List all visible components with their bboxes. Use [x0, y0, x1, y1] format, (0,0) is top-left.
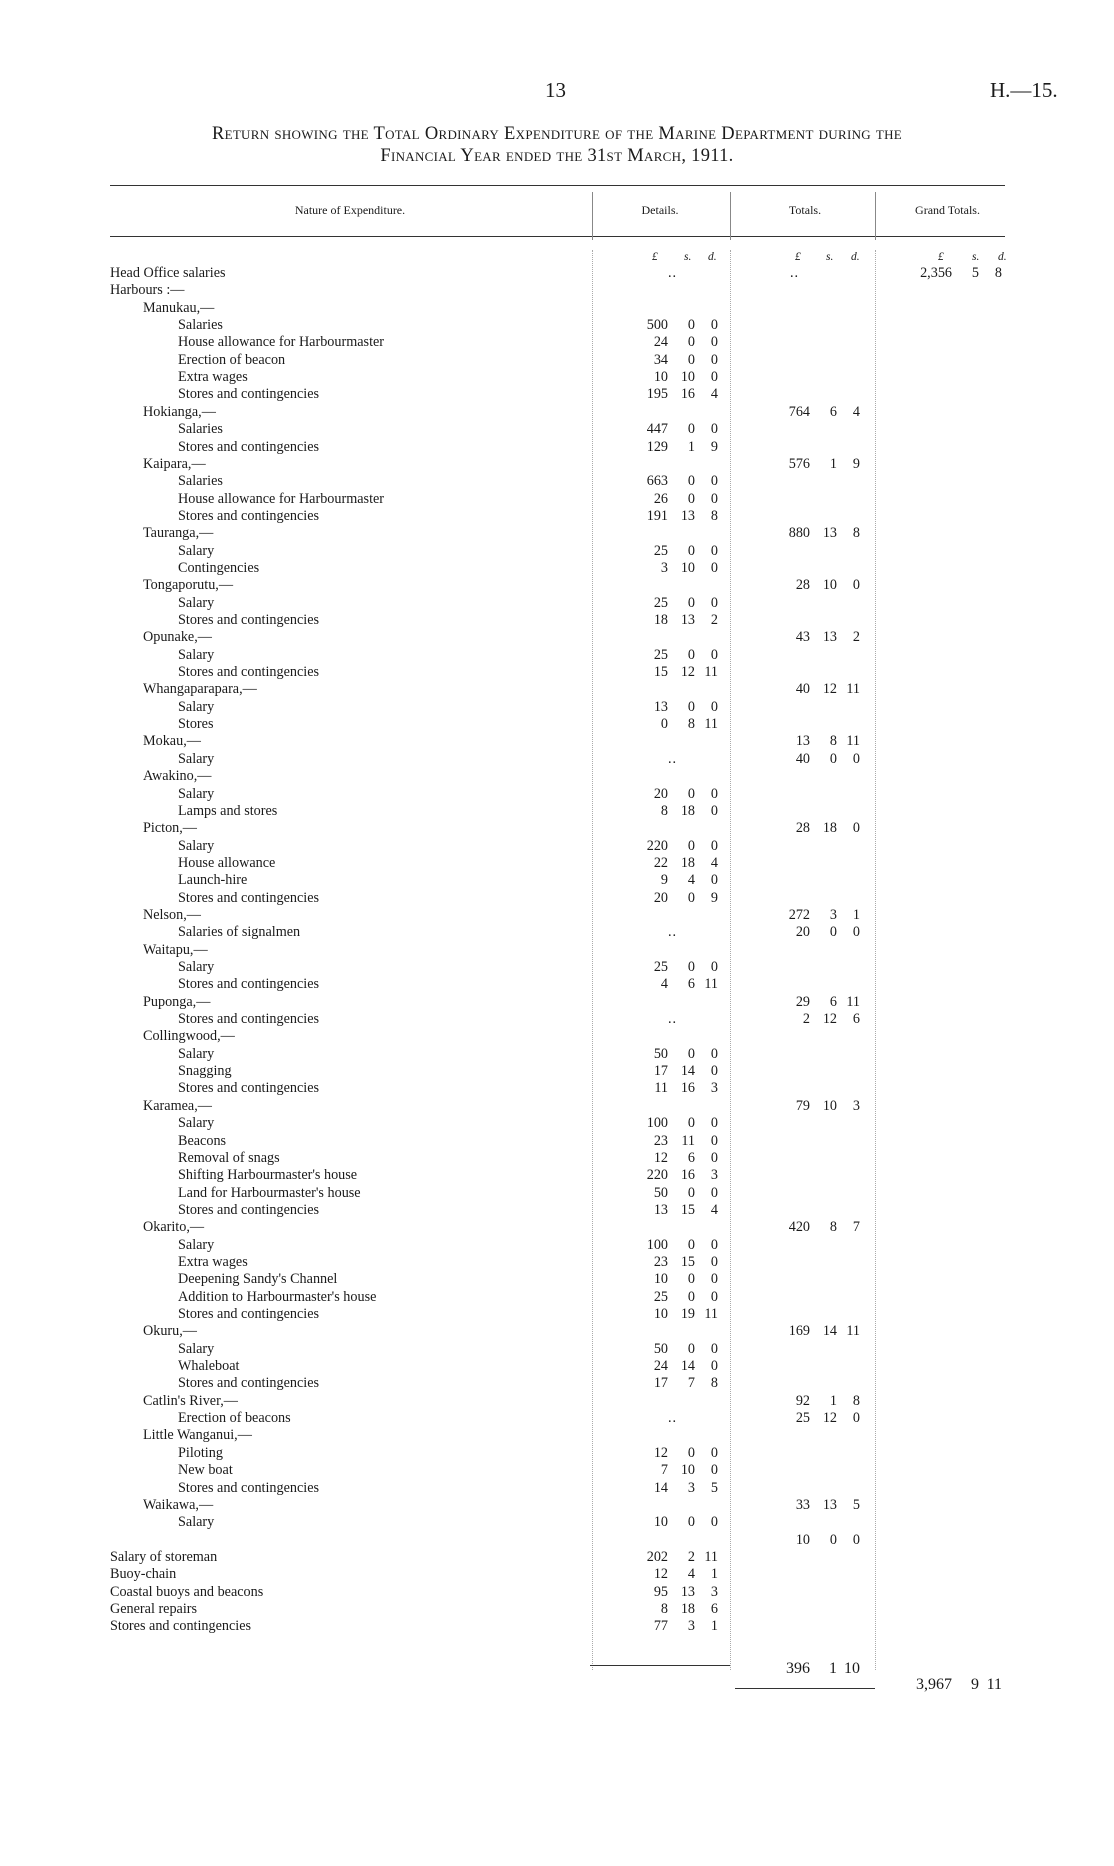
row-label: Salary [178, 959, 215, 975]
table-row [0, 959, 1114, 976]
table-row [0, 1445, 1114, 1462]
page-number: 13 [545, 78, 566, 102]
details-amount: 22 18 4 [653, 854, 718, 871]
table-row [0, 1306, 1114, 1323]
details-amount: 9 4 0 [660, 872, 718, 889]
column-guide-line [875, 250, 876, 1670]
row-label: Mokau,— [143, 733, 201, 750]
row-label: Little Wanganui,— [143, 1427, 252, 1444]
row-label: Contingencies [178, 559, 260, 576]
row-label: Stores and contingencies [178, 1201, 320, 1218]
row-label: Stores and contingencies [178, 1011, 320, 1028]
row-label: Waikawa,— [143, 1496, 214, 1513]
row-label: Salary [178, 646, 215, 663]
row-label: Extra wages [178, 1253, 248, 1270]
table-row [0, 300, 1114, 317]
table-row [0, 1254, 1114, 1271]
table-row [0, 456, 1114, 473]
row-label: Puponga,— [143, 993, 211, 1010]
row-label: Salary [178, 1340, 215, 1357]
details-amount: 100 0 0 [646, 1115, 718, 1132]
table-row [0, 1584, 1114, 1601]
table-row [0, 1480, 1114, 1497]
row-label: Snagging [178, 1063, 232, 1080]
row-label: Stores and contingencies [178, 507, 320, 524]
table-row [0, 1046, 1114, 1063]
row-label: Launch-hire [178, 872, 248, 889]
details-amount: 500 0 0 [646, 317, 718, 334]
details-amount: 25 0 0 [653, 646, 718, 663]
table-row [0, 1566, 1114, 1583]
table-row [0, 907, 1114, 924]
totals-amount: 25 12 0 [795, 1410, 860, 1427]
table-top-rule [110, 185, 1005, 186]
title-line-1: Return showing the Total Ordinary Expenditure of the Marine Department during the [211, 124, 903, 144]
table-row [0, 612, 1114, 629]
details-amount: 77 3 1 [653, 1618, 718, 1635]
details-pence-sign: d. [708, 251, 717, 263]
details-amount: 10 0 0 [653, 1514, 718, 1531]
table-row [0, 1150, 1114, 1167]
column-header-totals: Totals. [788, 203, 822, 217]
table-row [0, 473, 1114, 490]
totals-amount: 40 12 11 [795, 681, 860, 698]
table-row [0, 1323, 1114, 1340]
table-row [0, 1601, 1114, 1618]
table-row [0, 716, 1114, 733]
row-label: Stores and contingencies [178, 386, 320, 403]
column-guide-line [730, 250, 731, 1670]
table-row [0, 1237, 1114, 1254]
details-amount: 129 1 9 [646, 438, 718, 455]
details-shilling-sign: s. [684, 251, 692, 263]
table-row [0, 1393, 1114, 1410]
row-label: Waitapu,— [143, 941, 208, 958]
row-label: Stores and contingencies [178, 1080, 320, 1097]
table-row [0, 1098, 1114, 1115]
totals-placeholder: .. [790, 265, 800, 281]
table-row [0, 1185, 1114, 1202]
totals-shilling-sign: s. [826, 251, 834, 263]
table-row [0, 1115, 1114, 1132]
totals-amount: 272 3 1 [788, 906, 860, 923]
details-placeholder: .. [668, 1011, 678, 1028]
row-label: Buoy-chain [110, 1566, 177, 1583]
totals-amount: 764 6 4 [788, 403, 860, 420]
row-label: Addition to Harbourmaster's house [178, 1288, 377, 1305]
table-row [0, 872, 1114, 889]
details-pound-sign: £ [652, 251, 658, 263]
table-row [0, 352, 1114, 369]
table-row [0, 1289, 1114, 1306]
details-amount: 50 0 0 [653, 1340, 718, 1357]
table-row [0, 1375, 1114, 1392]
details-amount: 25 0 0 [653, 542, 718, 559]
details-amount: 23 15 0 [653, 1253, 718, 1270]
details-amount: 0 8 11 [660, 716, 718, 733]
row-label: Stores and contingencies [178, 1306, 320, 1322]
table-row [0, 890, 1114, 907]
details-amount: 12 0 0 [653, 1444, 718, 1461]
table-row [0, 1618, 1114, 1635]
row-label: Beacons [178, 1132, 227, 1149]
totals-amount: 10 0 0 [795, 1531, 860, 1548]
table-row [0, 439, 1114, 456]
totals-amount: 169 14 11 [788, 1323, 860, 1340]
row-label: Stores and contingencies [178, 612, 320, 628]
column-header-nature: Nature of Expenditure. [294, 203, 406, 217]
totals-amount: 79 10 3 [795, 1097, 860, 1114]
column-guide-line [592, 250, 593, 1670]
table-row [0, 595, 1114, 612]
row-label: Salaries [178, 473, 223, 490]
row-label: Coastal buoys and beacons [110, 1583, 264, 1600]
row-label: Stores and contingencies [178, 664, 320, 681]
details-amount: 34 0 0 [653, 351, 718, 368]
table-row [0, 386, 1114, 403]
row-label: Stores and contingencies [110, 1618, 252, 1635]
details-amount: 95 13 3 [653, 1583, 718, 1600]
row-label: General repairs [110, 1600, 198, 1617]
details-placeholder: .. [668, 924, 678, 941]
totals-amount: 576 1 9 [788, 455, 860, 472]
row-label: Salaries [178, 317, 223, 334]
totals-amount: 13 8 11 [795, 733, 860, 750]
row-label: Kaipara,— [143, 455, 206, 472]
grand-pound-sign: £ [938, 251, 944, 263]
row-label: Whaleboat [178, 1358, 240, 1375]
row-label: Opunake,— [143, 629, 212, 646]
totals-amount: 28 18 0 [795, 820, 860, 837]
row-label: Salary [178, 1514, 215, 1531]
details-amount: 3 10 0 [660, 559, 718, 576]
grand-pence-sign: d. [998, 251, 1007, 263]
table-row [0, 1549, 1114, 1566]
totals-pence-sign: d. [851, 251, 860, 263]
table-row [0, 560, 1114, 577]
table-row [0, 629, 1114, 646]
details-placeholder: .. [668, 265, 678, 281]
row-label: Stores and contingencies [178, 889, 320, 906]
column-divider-totals [730, 192, 731, 240]
row-label: Salary [178, 837, 215, 854]
row-label: Manukau,— [143, 299, 215, 316]
row-label: Salaries [178, 421, 223, 438]
row-label: Salary [178, 750, 215, 767]
table-row [0, 768, 1114, 785]
table-row [0, 924, 1114, 941]
row-label: House allowance for Harbourmaster [178, 334, 385, 351]
details-amount: 26 0 0 [653, 490, 718, 507]
details-amount: 24 14 0 [653, 1358, 718, 1375]
totals-amount: 92 1 8 [795, 1392, 860, 1409]
totals-amount: 28 10 0 [795, 577, 860, 594]
totals-amount: 33 13 5 [795, 1496, 860, 1513]
details-amount: 195 16 4 [646, 386, 718, 403]
row-label: Stores and contingencies [178, 1479, 320, 1496]
table-row [0, 577, 1114, 594]
row-label: Erection of beacon [178, 351, 286, 368]
table-row [0, 1271, 1114, 1288]
row-label: Okuru,— [143, 1323, 197, 1340]
row-label: Stores and contingencies [178, 1375, 320, 1392]
table-row [0, 1167, 1114, 1184]
table-row [0, 1202, 1114, 1219]
column-divider-grand [875, 192, 876, 240]
paper-reference: H.—15. [990, 78, 1058, 102]
details-amount: 17 14 0 [653, 1063, 718, 1080]
details-amount: 10 0 0 [653, 1271, 718, 1288]
row-label: Hokianga,— [143, 403, 216, 420]
details-amount: 20 0 9 [653, 889, 718, 906]
details-amount: 10 19 11 [653, 1306, 718, 1322]
table-row [0, 265, 1114, 282]
table-row [0, 681, 1114, 698]
table-row [0, 508, 1114, 525]
table-row [0, 647, 1114, 664]
row-label: Collingwood,— [143, 1028, 235, 1045]
details-amount: 12 4 1 [653, 1566, 718, 1583]
column-header-details: Details. [641, 203, 679, 217]
title-line-2: Financial Year ended the 31st March, 1911. [380, 146, 734, 166]
column-header-grand-totals: Grand Totals. [915, 203, 980, 217]
details-final-rule [590, 1665, 730, 1666]
row-label: House allowance [178, 854, 276, 871]
table-row [0, 369, 1114, 386]
details-amount: 13 15 4 [653, 1201, 718, 1218]
row-label: Salary [178, 542, 215, 559]
totals-amount: 40 0 0 [795, 750, 860, 767]
details-amount: 15 12 11 [653, 664, 718, 681]
table-row [0, 491, 1114, 508]
row-label: Picton,— [143, 820, 197, 837]
details-amount: 11 16 3 [654, 1080, 718, 1097]
row-label: Salaries of signalmen [178, 924, 301, 941]
table-row [0, 664, 1114, 681]
details-amount: 8 18 0 [660, 802, 718, 819]
row-label: House allowance for Harbourmaster [178, 490, 385, 507]
row-label: Tauranga,— [143, 525, 214, 542]
details-amount: 25 0 0 [653, 594, 718, 611]
totals-amount: 20 0 0 [795, 924, 860, 941]
row-label: Okarito,— [143, 1219, 205, 1236]
grand-total-amount: 2,356 5 8 [920, 265, 1002, 281]
table-row [0, 942, 1114, 959]
details-placeholder: .. [668, 1410, 678, 1427]
table-row [0, 525, 1114, 542]
details-amount: 191 13 8 [646, 507, 718, 524]
table-row [0, 282, 1114, 299]
table-row [0, 1427, 1114, 1444]
details-amount: 10 10 0 [653, 369, 718, 386]
details-amount: 447 0 0 [646, 421, 718, 438]
details-amount: 18 13 2 [653, 612, 718, 628]
final-totals-amount: 396 1 10 [786, 1660, 860, 1677]
table-row [0, 317, 1114, 334]
details-amount: 100 0 0 [646, 1236, 718, 1253]
row-label: Salary [178, 785, 215, 802]
table-row [0, 786, 1114, 803]
details-amount: 20 0 0 [653, 785, 718, 802]
details-amount: 25 0 0 [653, 1288, 718, 1305]
table-row [0, 699, 1114, 716]
row-label: Head Office salaries [110, 265, 226, 281]
table-row [0, 1063, 1114, 1080]
totals-amount: 2 12 6 [802, 1011, 860, 1028]
table-row [0, 334, 1114, 351]
row-label: Salary [178, 594, 215, 611]
table-row [0, 976, 1114, 993]
row-label: Nelson,— [143, 906, 201, 923]
details-amount: 17 7 8 [653, 1375, 718, 1392]
totals-pound-sign: £ [795, 251, 801, 263]
details-placeholder: .. [668, 750, 678, 767]
row-label: Whangaparapara,— [143, 681, 257, 698]
table-row [0, 820, 1114, 837]
row-label: Awakino,— [143, 768, 212, 785]
row-label: Piloting [178, 1444, 223, 1461]
row-label: Stores and contingencies [178, 438, 320, 455]
column-divider-details [592, 192, 593, 240]
details-amount: 23 11 0 [653, 1132, 718, 1149]
row-label: Erection of beacons [178, 1410, 291, 1427]
details-amount: 12 6 0 [653, 1149, 718, 1166]
details-amount: 14 3 5 [653, 1479, 718, 1496]
row-label: Salary [178, 698, 215, 715]
details-amount: 663 0 0 [646, 473, 718, 490]
details-amount: 4 6 11 [660, 976, 718, 993]
row-label: Harbours :— [110, 282, 185, 299]
table-row [0, 1462, 1114, 1479]
table-row [0, 803, 1114, 820]
totals-amount: 29 6 11 [795, 993, 860, 1010]
final-grand-total-amount: 3,967 9 11 [916, 1676, 1002, 1693]
table-row [0, 1497, 1114, 1514]
row-label: Salary [178, 1115, 215, 1132]
table-row [0, 421, 1114, 438]
totals-amount: 880 13 8 [788, 525, 860, 542]
details-amount: 7 10 0 [660, 1462, 718, 1479]
table-row [0, 733, 1114, 750]
row-label: Salary [178, 1045, 215, 1062]
details-amount: 24 0 0 [653, 334, 718, 351]
table-row [0, 1028, 1114, 1045]
details-amount: 50 0 0 [653, 1184, 718, 1201]
table-row [0, 1219, 1114, 1236]
row-label: Salary of storeman [110, 1548, 218, 1565]
table-row [0, 1341, 1114, 1358]
details-amount: 220 0 0 [646, 837, 718, 854]
details-amount: 202 2 11 [646, 1548, 718, 1565]
totals-amount: 420 8 7 [788, 1219, 860, 1236]
row-label: Land for Harbourmaster's house [178, 1184, 361, 1201]
row-label: Shifting Harbourmaster's house [178, 1167, 358, 1184]
header-bottom-rule [110, 236, 1005, 237]
grand-shilling-sign: s. [972, 251, 980, 263]
row-label: Lamps and stores [178, 802, 278, 819]
table-row [0, 838, 1114, 855]
details-amount: 50 0 0 [653, 1045, 718, 1062]
table-row [0, 404, 1114, 421]
row-label: Deepening Sandy's Channel [178, 1271, 338, 1288]
details-amount: 220 16 3 [646, 1167, 718, 1184]
table-row [0, 1080, 1114, 1097]
table-row [0, 1514, 1114, 1531]
table-row [0, 994, 1114, 1011]
row-label: Extra wages [178, 369, 248, 386]
row-label: New boat [178, 1462, 233, 1479]
row-label: Catlin's River,— [143, 1392, 238, 1409]
row-label: Karamea,— [143, 1097, 212, 1114]
row-label: Stores [178, 716, 214, 733]
details-amount: 25 0 0 [653, 959, 718, 975]
table-row [0, 855, 1114, 872]
totals-final-rule [735, 1688, 875, 1689]
table-row [0, 1133, 1114, 1150]
totals-amount: 43 13 2 [795, 629, 860, 646]
details-amount: 13 0 0 [653, 698, 718, 715]
table-row [0, 1532, 1114, 1549]
table-row [0, 1358, 1114, 1375]
details-amount: 8 18 6 [660, 1600, 718, 1617]
row-label: Tongaporutu,— [143, 577, 234, 594]
table-row [0, 543, 1114, 560]
row-label: Removal of snags [178, 1149, 280, 1166]
table-row [0, 751, 1114, 768]
row-label: Salary [178, 1236, 215, 1253]
table-row [0, 1410, 1114, 1427]
table-row [0, 1011, 1114, 1028]
row-label: Stores and contingencies [178, 976, 320, 993]
